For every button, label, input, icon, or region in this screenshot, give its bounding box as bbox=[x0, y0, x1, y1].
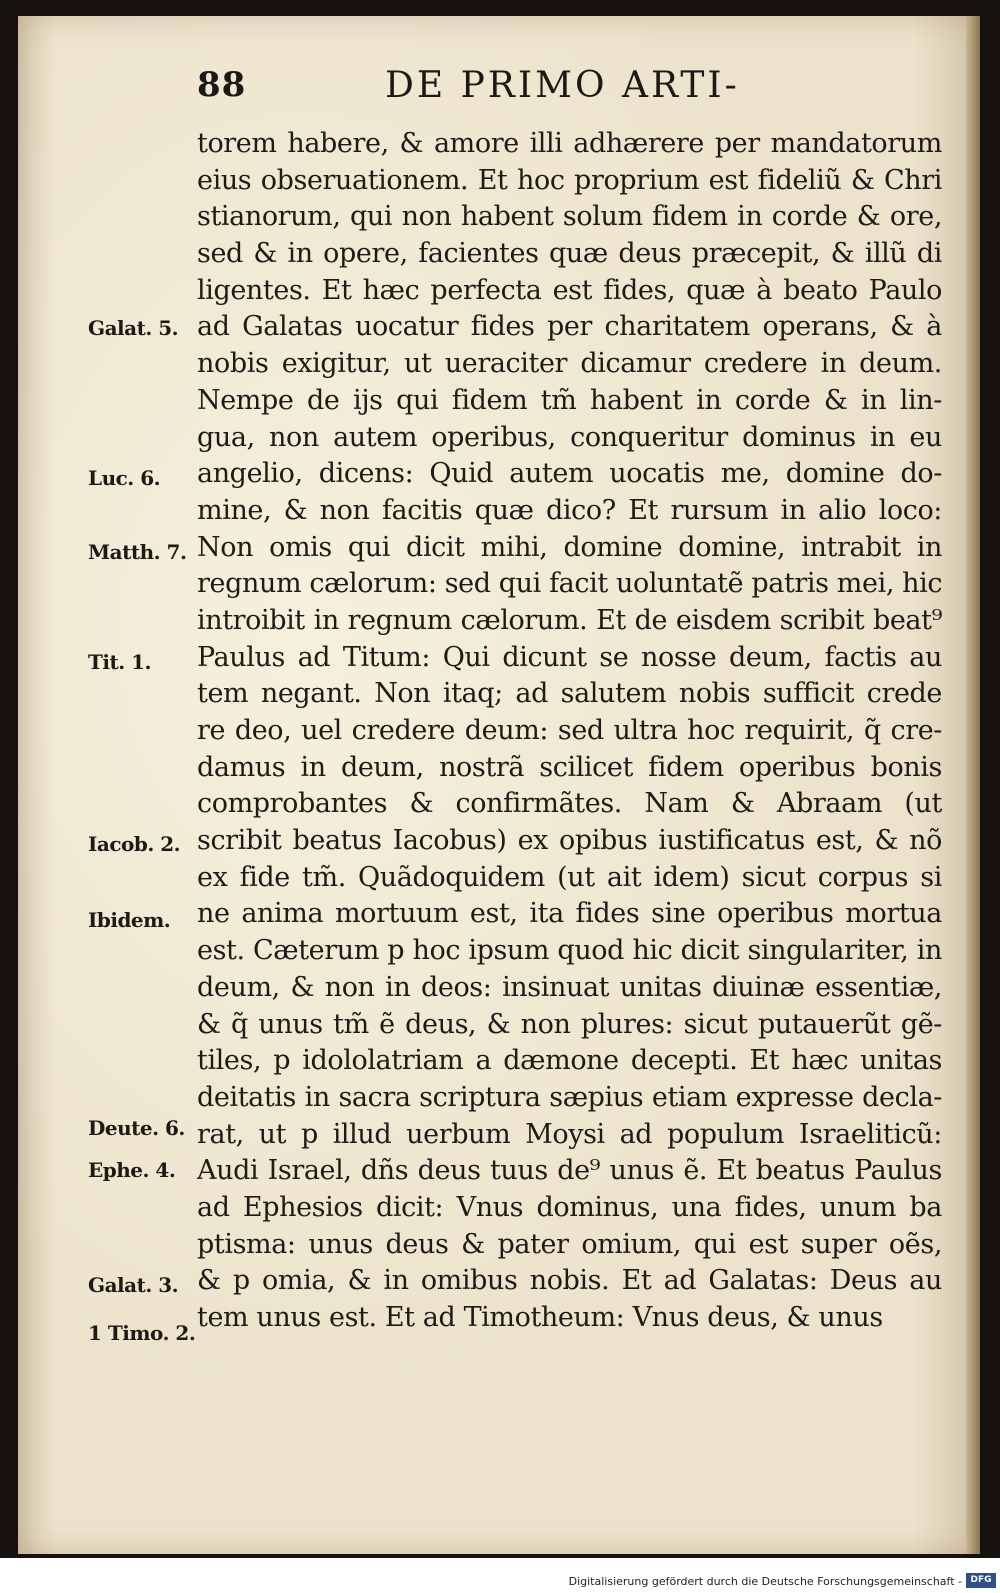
text-line: deitatis in sacra scriptura sæpius etiam expresse decla- bbox=[197, 1081, 942, 1113]
text-line: ptisma: unus deus & pater omium, qui est super oẽs, bbox=[197, 1228, 942, 1260]
margin-note-iacob-2: Iacob. 2. bbox=[88, 832, 181, 856]
margin-note-galat-3: Galat. 3. bbox=[88, 1273, 179, 1297]
margin-note-tit-1: Tit. 1. bbox=[88, 650, 152, 674]
text-line: scribit beatus Iacobus) ex opibus iustificatus est, & nõ bbox=[197, 825, 942, 857]
text-line: Audi Israel, dñs deus tuus de⁹ unus ẽ. Et beatus Paulus bbox=[197, 1155, 942, 1187]
text-line: regnum cælorum: sed qui facit uoluntatẽ patris mei, hic bbox=[197, 568, 943, 600]
margin-note-luc-6: Luc. 6. bbox=[88, 466, 161, 490]
text-line: comprobantes & confirmãtes. Nam & Abraam (ut bbox=[197, 788, 942, 820]
text-line: tiles, p idololatriam a dæmone decepti. Et hæc unitas bbox=[197, 1045, 942, 1077]
text-line: stianorum, qui non habent solum fidem in corde & ore, bbox=[197, 201, 942, 233]
text-line: ne anima mortuum est, ita fides sine operibus mortua bbox=[197, 898, 942, 930]
text-line: Non omis qui dicit mihi, domine domine, intrabit in bbox=[197, 531, 942, 563]
text-line: ad Ephesios dicit: Vnus dominus, una fides, unum ba bbox=[197, 1191, 942, 1223]
running-head: DE PRIMO ARTI- bbox=[385, 65, 740, 106]
footer-bar bbox=[0, 1558, 1000, 1593]
text-line: eius obseruationem. Et hoc proprium est fideliũ & Chri bbox=[197, 164, 942, 196]
text-line: torem habere, & amore illi adhærere per mandatorum bbox=[197, 128, 942, 159]
text-line: ex fide tm̃. Quãdoquidem (ut ait idem) sicut corpus si bbox=[197, 861, 942, 893]
body-text bbox=[197, 126, 942, 1337]
text-line: Nempe de ijs qui fidem tm̃ habent in corde & in lin- bbox=[197, 384, 942, 416]
text-line: gua, non autem operibus, conqueritur dominus in eu bbox=[197, 421, 942, 453]
text-line: & p omia, & in omibus nobis. Et ad Galatas: Deus au bbox=[197, 1265, 942, 1297]
footer-credit: Digitalisierung gefördert durch die Deutsche Forschungsgemeinschaft - bbox=[568, 1575, 962, 1588]
margin-note-timo-2: 1 Timo. 2. bbox=[88, 1321, 196, 1345]
text-line: Paulus ad Titum: Qui dicunt se nosse deum, factis au bbox=[197, 641, 942, 673]
text-line: ad Galatas uocatur fides per charitatem operans, & à bbox=[197, 311, 942, 343]
text-line: rat, ut p illud uerbum Moysi ad populum Israeliticũ: bbox=[197, 1118, 942, 1150]
margin-note-deute-6: Deute. 6. bbox=[88, 1116, 185, 1140]
dfg-logo: DFG bbox=[966, 1573, 996, 1588]
text-line: angelio, dicens: Quid autem uocatis me, domine do- bbox=[197, 458, 942, 490]
text-line: deum, & non in deos: insinuat unitas diuinæ essentiæ, bbox=[197, 971, 942, 1003]
margin-note-galat-5: Galat. 5. bbox=[88, 316, 179, 340]
margin-note-ephe-4: Ephe. 4. bbox=[88, 1158, 176, 1182]
text-line: ligentes. Et hæc perfecta est fides, quæ à beato Paulo bbox=[197, 274, 942, 306]
text-line: re deo, uel credere deum: sed ultra hoc requirit, q̃ cre- bbox=[197, 715, 942, 746]
text-line: introibit in regnum cælorum. Et de eisdem scribit beat⁹ bbox=[197, 604, 942, 636]
text-line: damus in deum, nostrã scilicet fidem operibus bonis bbox=[197, 751, 942, 783]
text-line: tem unus est. Et ad Timotheum: Vnus deus, & unus bbox=[197, 1302, 883, 1333]
page-number: 88 bbox=[197, 65, 247, 105]
text-line: nobis exigitur, ut ueraciter dicamur credere in deum. bbox=[197, 348, 942, 380]
margin-note-matth-7: Matth. 7. bbox=[88, 540, 187, 564]
text-line: est. Cæterum p hoc ipsum quod hic dicit singulariter, in bbox=[197, 935, 942, 967]
text-line: tem negant. Non itaq; ad salutem nobis sufficit crede bbox=[197, 678, 942, 710]
text-line: & q̃ unus tm̃ ẽ deus, & non plures: sicut putauerũt gẽ- bbox=[197, 1008, 942, 1040]
margin-note-ibidem: Ibidem. bbox=[88, 908, 171, 932]
text-line: mine, & non facitis quæ dico? Et rursum in alio loco: bbox=[197, 494, 942, 526]
text-line: sed & in opere, facientes quæ deus præcepit, & illũ di bbox=[197, 238, 942, 270]
page-gutter bbox=[966, 16, 980, 1554]
